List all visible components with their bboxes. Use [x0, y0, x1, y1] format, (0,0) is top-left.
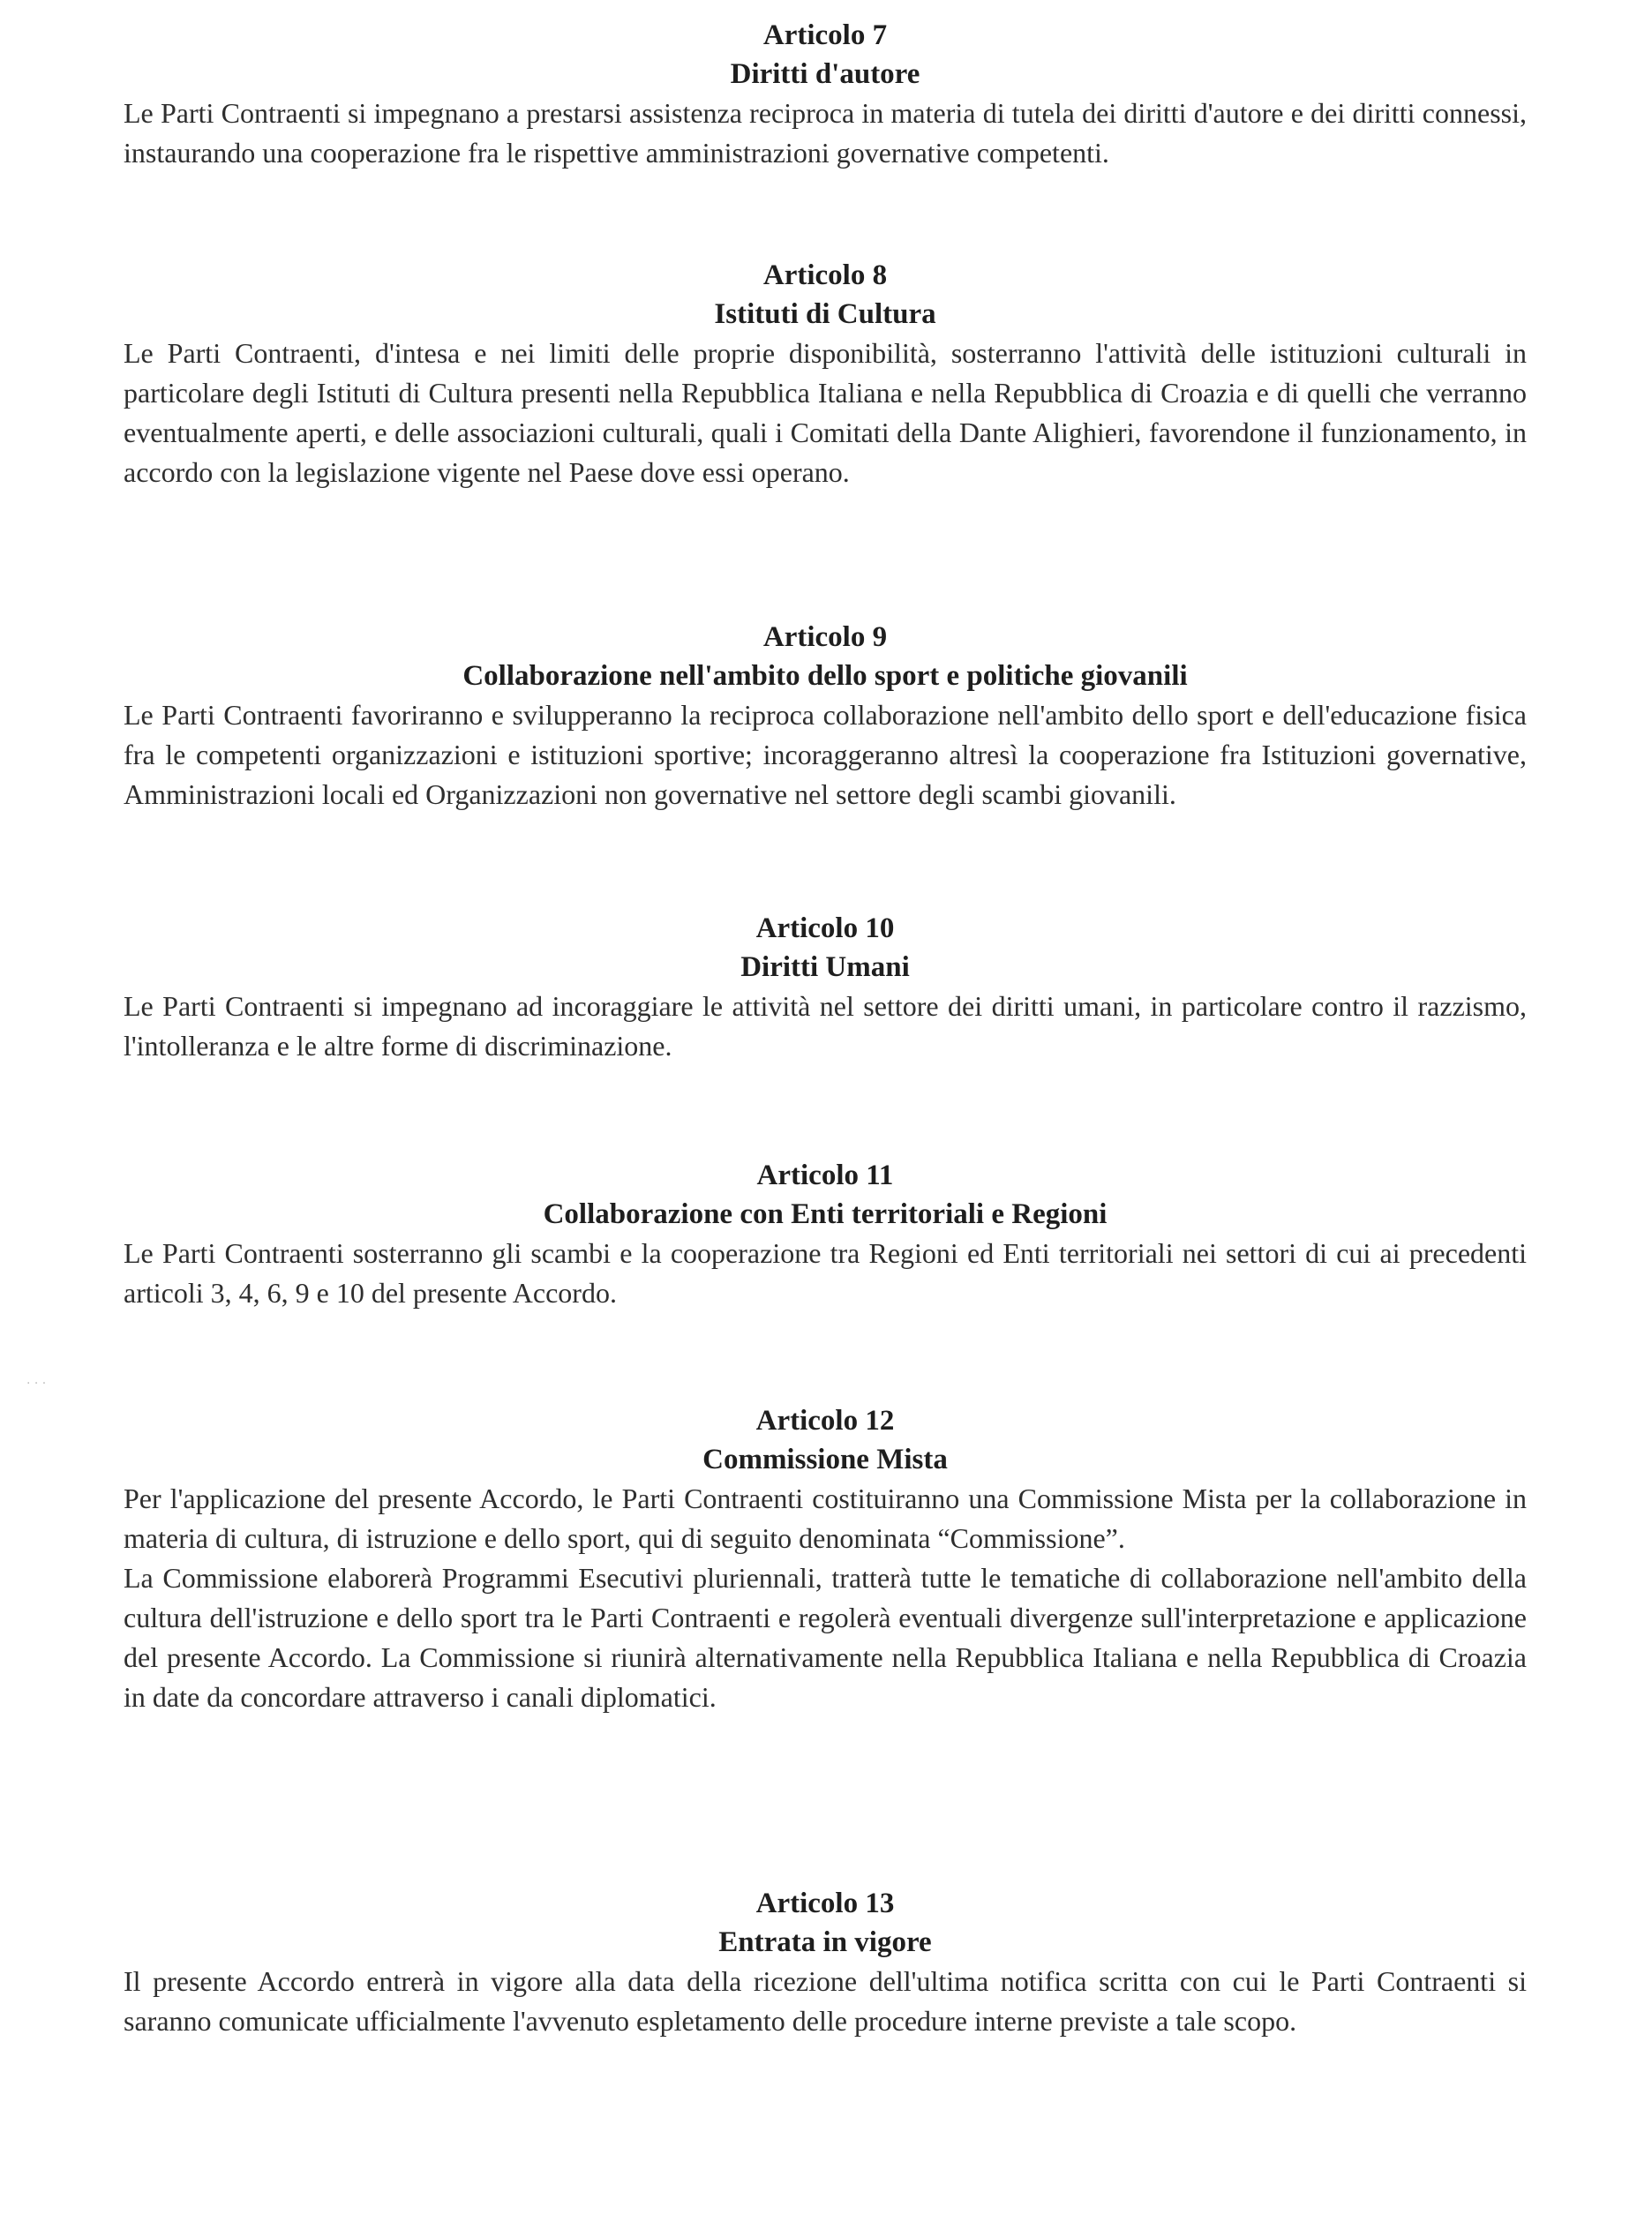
article-title: Diritti Umani: [740, 951, 910, 983]
article-paragraph: Le Parti Contraenti, d'intesa e nei limiti delle proprie disponibilità, sosterranno l'attività delle istituzioni culturali in particolare degli Istituti di Cultura presenti nella Repubblica Italiana e nella Repubblica di Croazia e di quelli che verranno eventualmente aperti, e delle associazioni culturali, quali i Comitati della Dante Alighieri, favorendone il funzionamento, in accordo con la legislazione vigente nel Paese dove essi operano.: [124, 337, 1527, 488]
article-paragraph: Le Parti Contraenti si impegnano ad incoraggiare le attività nel settore dei diritti umani, in particolare contro il razzismo, l'intolleranza e le altre forme di discriminazione.: [124, 990, 1527, 1062]
article-9: [124, 618, 1527, 814]
article-body: [124, 1962, 1527, 2041]
scan-speck: · · ·: [26, 1377, 47, 1391]
article-body: [124, 987, 1527, 1066]
article-body: [124, 334, 1527, 492]
article-title: Entrata in vigore: [718, 1926, 932, 1958]
article-8: [124, 256, 1527, 492]
article-title: Collaborazione nell'ambito dello sport e politiche giovanili: [462, 660, 1188, 692]
article-number: Articolo 8: [762, 259, 888, 291]
article-13: [124, 1884, 1527, 2041]
article-7: [124, 16, 1527, 173]
article-paragraph: Il presente Accordo entrerà in vigore alla data della ricezione dell'ultima notifica scritta con cui le Parti Contraenti si saranno comunicate ufficialmente l'avvenuto espletamento delle procedure interne previste a tale scopo.: [124, 1965, 1527, 2037]
article-number: Articolo 10: [755, 912, 895, 944]
article-body: [124, 695, 1527, 814]
article-paragraph: Le Parti Contraenti favoriranno e svilupperanno la reciproca collaborazione nell'ambito dello sport e dell'educazione fisica fra le competenti organizzazioni e istituzioni sportive; incoraggeranno altresì la cooperazione fra Istituzioni governative, Amministrazioni locali ed Organizzazioni non governative nel settore degli scambi giovanili.: [124, 699, 1527, 810]
article-body: [124, 1479, 1527, 1717]
article-body: [124, 1234, 1527, 1313]
article-title: Collaborazione con Enti territoriali e Regioni: [543, 1198, 1108, 1230]
article-11: [124, 1156, 1527, 1313]
article-paragraph: La Commissione elaborerà Programmi Esecutivi pluriennali, tratterà tutte le tematiche di collaborazione nell'ambito della cultura dell'istruzione e dello sport tra le Parti Contraenti e regolerà eventuali divergenze sull'interpretazione e applicazione del presente Accordo. La Commissione si riunirà alternativamente nella Repubblica Italiana e nella Repubblica di Croazia in date da concordare attraverso i canali diplomatici.: [124, 1562, 1527, 1713]
article-10: [124, 909, 1527, 1066]
article-paragraph: Per l'applicazione del presente Accordo, le Parti Contraenti costituiranno una Commissione Mista per la collaborazione in materia di cultura, di istruzione e dello sport, qui di seguito denominata “Commissione”.: [124, 1483, 1527, 1554]
article-number: Articolo 7: [762, 19, 888, 51]
article-title: Diritti d'autore: [730, 58, 920, 90]
article-number: Articolo 9: [762, 621, 888, 653]
article-paragraph: Le Parti Contraenti si impegnano a prestarsi assistenza reciproca in materia di tutela dei diritti d'autore e dei diritti connessi, instaurando una cooperazione fra le rispettive amministrazioni governative competenti.: [124, 97, 1527, 169]
article-12: [124, 1401, 1527, 1717]
article-title: Commissione Mista: [702, 1444, 948, 1475]
article-number: Articolo 12: [755, 1405, 895, 1437]
article-number: Articolo 13: [755, 1888, 895, 1919]
article-paragraph: Le Parti Contraenti sosterranno gli scambi e la cooperazione tra Regioni ed Enti territoriali nei settori di cui ai precedenti articoli 3, 4, 6, 9 e 10 del presente Accordo.: [124, 1237, 1527, 1309]
article-title: Istituti di Cultura: [714, 298, 936, 330]
article-body: [124, 94, 1527, 173]
article-number: Articolo 11: [756, 1160, 894, 1191]
